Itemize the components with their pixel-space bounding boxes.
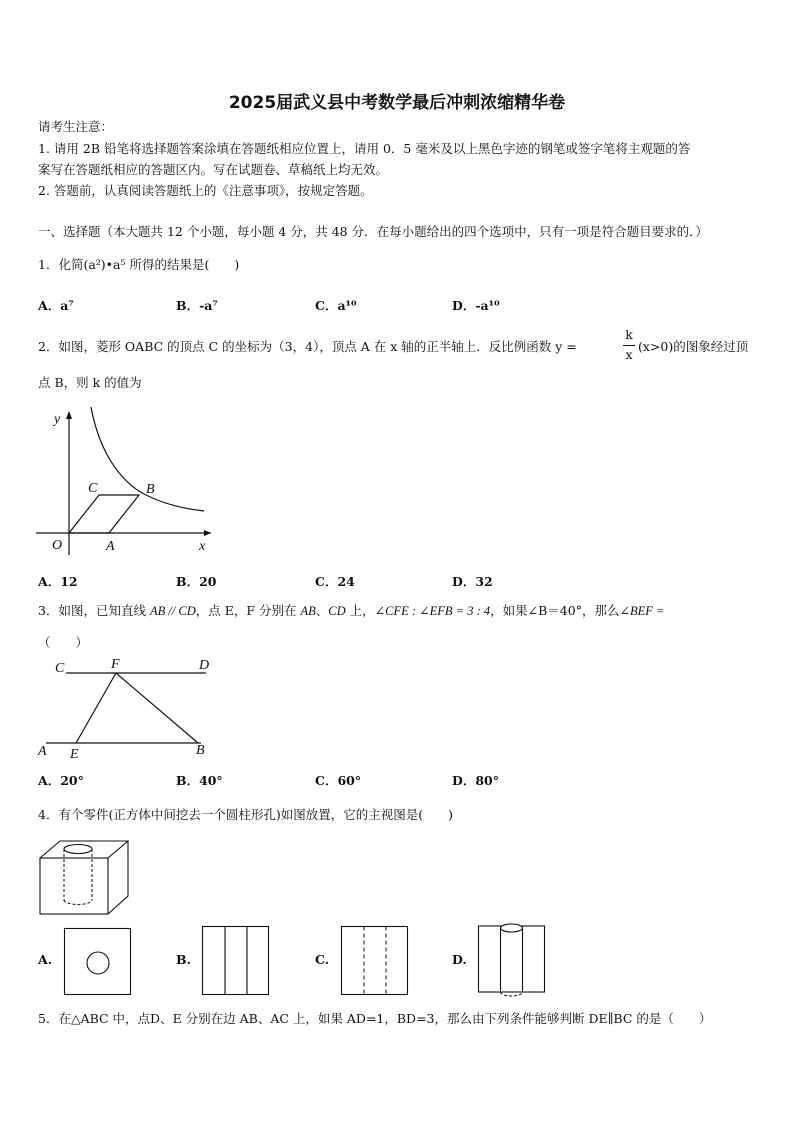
q3-cd: CD xyxy=(328,604,346,618)
q3-angle-bef: ∠BEF = xyxy=(619,604,665,618)
q2-option-c[interactable]: C．24 xyxy=(315,574,355,589)
q3-option-c[interactable]: C．60° xyxy=(315,773,362,788)
q3-label-c: C xyxy=(55,661,65,676)
q3-sep: 、 xyxy=(315,603,329,618)
q2-label-c: C xyxy=(88,481,98,496)
q4-option-c-label[interactable]: C. xyxy=(315,952,330,967)
q4-option-c-figure[interactable] xyxy=(341,926,409,996)
q4-d-square xyxy=(479,926,545,992)
q2-option-b[interactable]: B．20 xyxy=(176,574,217,589)
q3-stem xyxy=(38,602,664,620)
q2-label-o: O xyxy=(52,538,63,553)
notice-heading: 请考生注意： xyxy=(38,119,114,134)
notice-line-1a: 1. 请用 2B 铅笔将选择题答案涂填在答题纸相应位置上，请用 0．5 毫米及以上黑色字迹的钢笔或签字笔将主观题的答 xyxy=(38,141,691,156)
q1-stem: 1．化简(a²)•a⁵ 所得的结果是( ) xyxy=(38,257,240,272)
q3-stem-a: 3．如图，已知直线 xyxy=(38,603,150,618)
q2-figure xyxy=(36,405,226,555)
q3-stem-d: ，如果∠B＝40°，那么 xyxy=(490,603,620,618)
section-heading: 一、选择题（本大题共 12 个小题，每小题 4 分，共 48 分．在每小题给出的四个选项中，只有一项是符合题目要求的．） xyxy=(38,224,708,239)
q2-label-y: y xyxy=(54,412,61,427)
q3-stem-c: 上， xyxy=(345,603,375,618)
q4-cylinder-top xyxy=(64,845,92,854)
q4-option-a-label[interactable]: A. xyxy=(38,952,53,967)
notice-line-1b: 案写在答题纸相应的答题区内。写在试题卷、草稿纸上均无效。 xyxy=(38,162,389,177)
q4-d-cylinder-bottom xyxy=(501,992,523,996)
q4-b-square xyxy=(203,927,269,995)
q2-stem-b: (x>0)的图象经过顶 xyxy=(638,339,749,354)
q3-label-a: A xyxy=(38,744,47,759)
q2-label-b: B xyxy=(146,482,155,497)
q4-cube-top-face xyxy=(40,841,128,858)
q2-label-x: x xyxy=(199,539,206,554)
q4-option-d-label[interactable]: D. xyxy=(452,952,467,967)
page-title: 2025届武义县中考数学最后冲刺浓缩精华卷 xyxy=(228,93,566,113)
q4-option-a-figure[interactable] xyxy=(64,928,132,996)
q4-cube-side-face xyxy=(108,841,128,914)
q2-y-arrow xyxy=(66,411,72,419)
q2-stem-a: 2．如图，菱形 OABC 的顶点 C 的坐标为（3，4），顶点 A 在 x 轴的正半轴上．反比例函数 y = xyxy=(38,339,577,354)
q3-stem-b: ，点 E，F 分别在 xyxy=(195,603,301,618)
q3-figure xyxy=(36,655,216,765)
q3-paren: （ ） xyxy=(38,635,89,650)
q3-label-f: F xyxy=(111,657,120,672)
q4-cylinder-bottom xyxy=(64,900,92,905)
q3-ab-parallel-cd: AB // CD xyxy=(149,604,196,618)
q2-fraction-bar xyxy=(623,345,635,346)
q3-angle-ratio: ∠CFE : ∠EFB = 3 : 4 xyxy=(374,604,491,618)
q2-option-d[interactable]: D．32 xyxy=(452,574,493,589)
q2-x-arrow xyxy=(204,530,211,536)
q2-fraction-numerator: k xyxy=(625,327,633,342)
q2-rhombus-oabc xyxy=(69,495,139,533)
q4-cube-figure xyxy=(38,838,138,918)
q1-option-b[interactable]: B．-a⁷ xyxy=(176,298,218,313)
q2-option-a[interactable]: A．12 xyxy=(38,574,78,589)
q1-option-d[interactable]: D．-a¹⁰ xyxy=(452,298,500,313)
q3-segment-fb xyxy=(116,673,198,743)
q4-d-cylinder-top xyxy=(501,924,523,932)
q3-option-b[interactable]: B．40° xyxy=(176,773,223,788)
q3-label-d: D xyxy=(199,658,210,673)
q4-c-square xyxy=(342,927,408,995)
q2-stem-c: 点 B，则 k 的值为 xyxy=(38,375,142,390)
q1-option-c[interactable]: C．a¹⁰ xyxy=(315,298,357,313)
q2-label-a: A xyxy=(106,539,115,554)
q3-option-d[interactable]: D．80° xyxy=(452,773,499,788)
notice-line-2: 2. 答题前，认真阅读答题纸上的《注意事项》，按规定答题。 xyxy=(38,183,373,198)
q3-label-b: B xyxy=(196,743,205,758)
q4-a-circle xyxy=(87,952,109,974)
q4-cube-front-face xyxy=(40,858,108,914)
q3-label-e: E xyxy=(70,747,79,762)
q2-fraction-denominator: x xyxy=(625,347,633,362)
q4-option-d-figure[interactable] xyxy=(478,922,548,998)
q3-ab: AB xyxy=(300,604,316,618)
q1-option-a[interactable]: A．a⁷ xyxy=(38,298,74,313)
q4-a-square xyxy=(65,929,131,995)
q3-option-a[interactable]: A．20° xyxy=(38,773,84,788)
q3-segment-fe xyxy=(76,673,116,743)
q4-option-b-label[interactable]: B. xyxy=(176,952,191,967)
q4-option-b-figure[interactable] xyxy=(202,926,270,996)
q5-stem: 5．在△ABC 中，点D、E 分别在边 AB、AC 上，如果 AD=1，BD=3，那么由下列条件能够判断 DE∥BC 的是（ ） xyxy=(38,1011,712,1026)
q4-stem: 4．有个零件(正方体中间挖去一个圆柱形孔)如图放置，它的主视图是( ) xyxy=(38,807,453,822)
